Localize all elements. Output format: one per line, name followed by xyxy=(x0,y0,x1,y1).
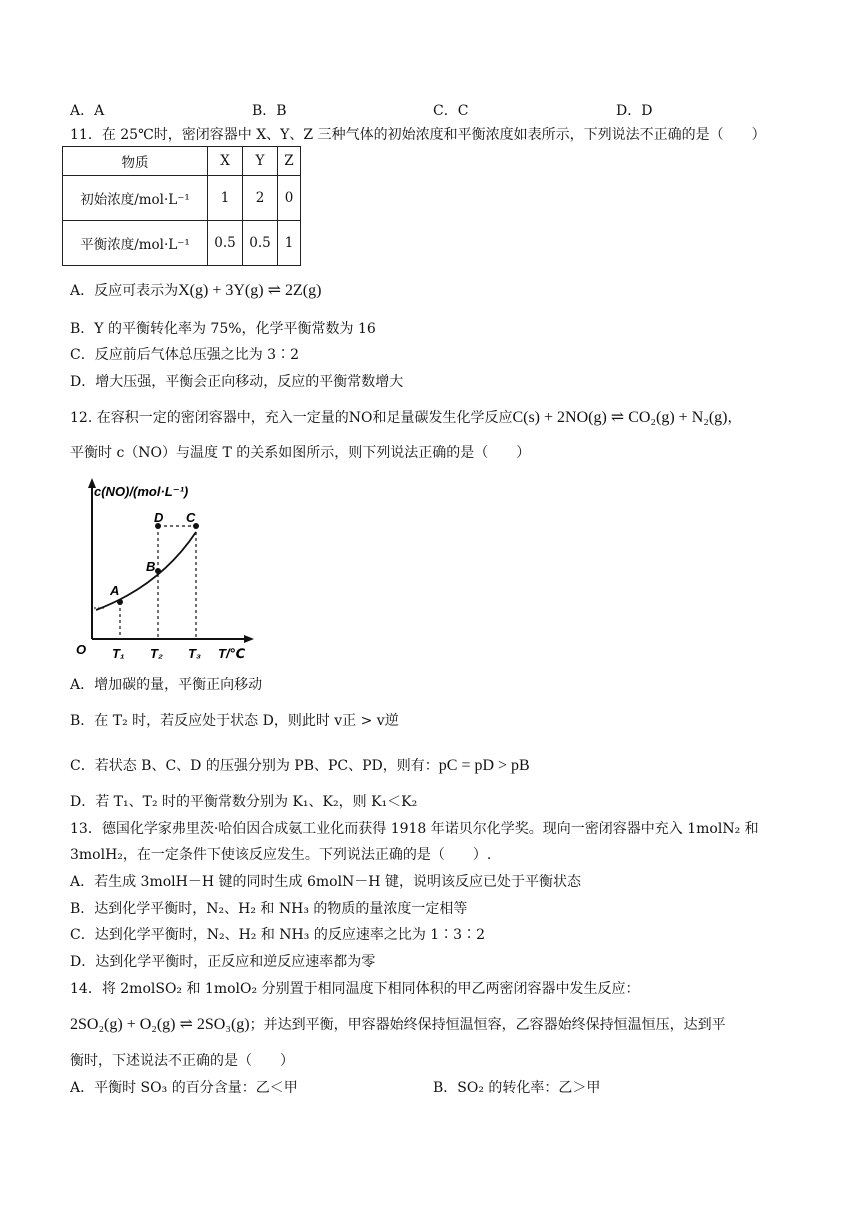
q11-option-b: B．Y 的平衡转化率为 75%，化学平衡常数为 16 xyxy=(70,321,376,337)
tick-t3: T₃ xyxy=(188,646,201,661)
table-cell: 1 xyxy=(278,221,301,266)
q14-stem-line3: 衡时，下述说法不正确的是（ ） xyxy=(70,1053,294,1069)
q11-option-a-formula: X(g) + 3Y(g) ⇌ 2Z(g) xyxy=(178,282,322,299)
x-axis-label: T/℃ xyxy=(218,646,246,661)
q11-stem: 11．在 25℃时，密闭容器中 X、Y、Z 三种气体的初始浓度和平衡浓度如表所示，下列说法不正确的是（ ） xyxy=(70,127,766,143)
table-cell: 2 xyxy=(243,176,278,221)
q13-option-d: D．达到化学平衡时，正反应和逆反应速率都为零 xyxy=(70,954,376,970)
q14-option-b: B．SO₂ 的转化率：乙＞甲 xyxy=(433,1080,601,1096)
q13-stem-line1: 13．德国化学家弗里茨·哈伯因合成氨工业化而获得 1918 年诺贝尔化学奖。现向一密闭容器中充入 1molN₂ 和 xyxy=(70,821,759,837)
q12-graph xyxy=(70,476,260,666)
q14-stem-line1: 14．将 2molSO₂ 和 1molO₂ 分别置于相同温度下相同体积的甲乙两密闭容器中发生反应： xyxy=(70,981,640,997)
x-axis-arrow xyxy=(244,635,254,643)
table-cell: 0.5 xyxy=(208,221,243,266)
q10-option-d: D．D xyxy=(616,103,653,119)
table-header-cell: Y xyxy=(243,147,278,176)
table-cell: 0 xyxy=(278,176,301,221)
q10-option-c: C．C xyxy=(433,103,469,119)
concentration-table xyxy=(62,146,301,266)
q13-option-a: A．若生成 3molH－H 键的同时生成 6molN－H 键，说明该反应已处于平衡状态 xyxy=(70,874,581,890)
q13-option-b: B．达到化学平衡时，N₂、H₂ 和 NH₃ 的物质的量浓度一定相等 xyxy=(70,901,468,917)
label-d: D xyxy=(154,510,164,525)
q14-stem-text: ；并达到平衡，甲容器始终保持恒温恒容，乙容器始终保持恒温恒压，达到平 xyxy=(249,1017,726,1033)
label-c: C xyxy=(186,510,196,525)
q14-stem-line2 xyxy=(70,1016,726,1034)
table-cell: 1 xyxy=(208,176,243,221)
point-b xyxy=(155,568,161,574)
tick-t1: T₁ xyxy=(112,646,125,661)
table-header-cell: 物质 xyxy=(63,147,208,176)
q13-option-c: C．达到化学平衡时，N₂、H₂ 和 NH₃ 的反应速率之比为 1∶3∶2 xyxy=(70,927,485,943)
q12-reaction-formula: C(s) + 2NO(g) ⇌ CO₂(g) + N₂(g) xyxy=(512,409,728,426)
q13-stem-line2: 3molH₂，在一定条件下使该反应发生。下列说法正确的是（ ）. xyxy=(70,847,492,863)
label-b: B xyxy=(146,559,156,574)
y-axis-label: c(NO)/(mol·L⁻¹) xyxy=(94,484,189,499)
table-cell: 初始浓度/mol·L⁻¹ xyxy=(63,176,208,221)
q10-option-a: A．A xyxy=(70,103,105,119)
q12-option-a: A．增加碳的量，平衡正向移动 xyxy=(70,677,263,693)
q12-stem-line1 xyxy=(70,409,741,427)
table-row xyxy=(63,221,301,266)
label-a: A xyxy=(110,583,120,598)
table-header-cell: Z xyxy=(278,147,301,176)
table-row xyxy=(63,176,301,221)
table-cell: 平衡浓度/mol·L⁻¹ xyxy=(63,221,208,266)
q10-option-b: B．B xyxy=(252,103,287,119)
q11-option-c: C．反应前后气体总压强之比为 3∶2 xyxy=(70,347,299,363)
q11-option-a-text: A．反应可表示为 xyxy=(70,283,179,299)
q12-stem-punct: ， xyxy=(727,410,742,426)
q12-stem-line2: 平衡时 c（NO）与温度 T 的关系如图所示，则下列说法正确的是（ ） xyxy=(70,445,531,461)
point-a xyxy=(117,599,123,605)
origin-label: O xyxy=(76,642,87,657)
table-header-cell: X xyxy=(208,147,243,176)
q12-option-d: D．若 T₁、T₂ 时的平衡常数分别为 K₁、K₂，则 K₁＜K₂ xyxy=(70,794,418,810)
q12-option-c-text: C．若状态 B、C、D 的压强分别为 PB、PC、PD，则有： xyxy=(70,758,439,774)
q12-option-c xyxy=(70,757,530,775)
q12-stem-text: 12. 在容积一定的密闭容器中，充入一定量的NO和足量碳发生化学反应 xyxy=(70,410,513,426)
q11-option-d: D．增大压强，平衡会正向移动，反应的平衡常数增大 xyxy=(70,374,404,390)
tick-t2: T₂ xyxy=(150,646,163,661)
q12-option-b: B．在 T₂ 时，若反应处于状态 D，则此时 v正 > v逆 xyxy=(70,713,399,729)
q14-option-a: A．平衡时 SO₃ 的百分含量：乙＜甲 xyxy=(70,1080,298,1096)
table-header-row xyxy=(63,147,301,176)
q14-reaction-formula: 2SO₂(g) + O₂(g) ⇌ 2SO₃(g) xyxy=(70,1016,250,1033)
table-cell: 0.5 xyxy=(243,221,278,266)
q11-option-a xyxy=(70,282,321,300)
q12-option-c-formula: pC = pD > pB xyxy=(438,757,530,774)
